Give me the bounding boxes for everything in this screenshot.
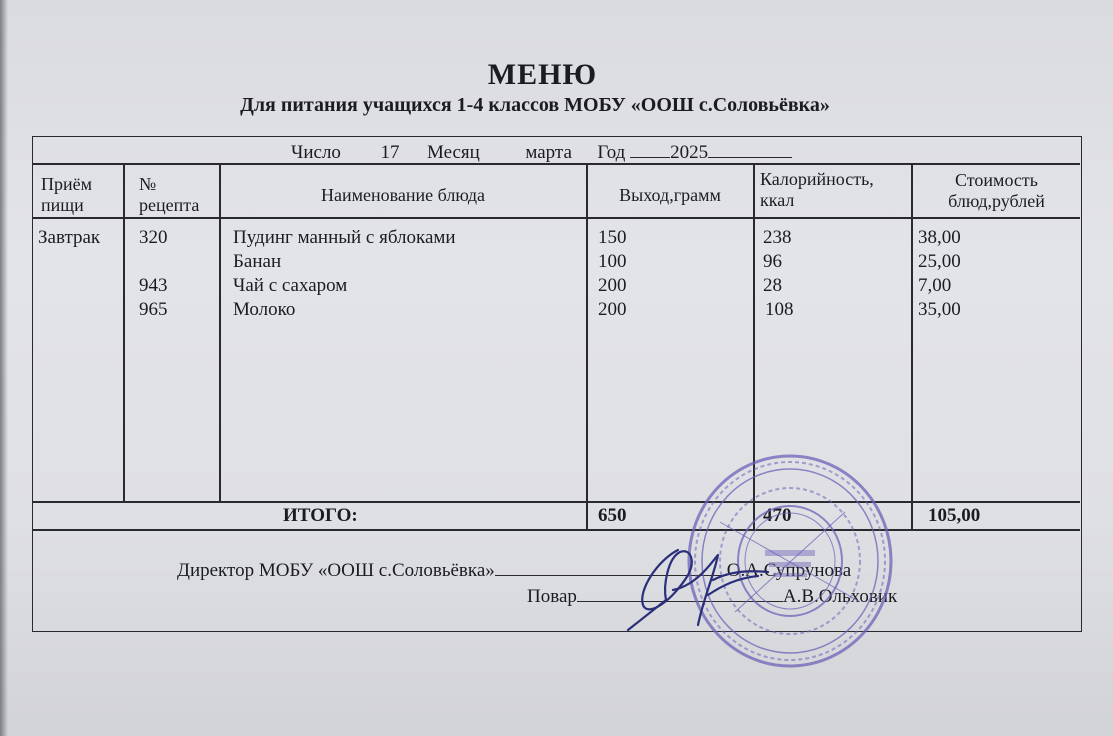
document-title: МЕНЮ — [487, 58, 598, 91]
header-calories-line2: ккал — [760, 190, 795, 210]
row-dish: Чай с сахаром — [233, 275, 348, 296]
body-divider — [33, 501, 1080, 503]
col-divider-calories — [911, 163, 913, 529]
row-calories: 238 — [763, 227, 792, 248]
year-blank-before — [630, 139, 670, 158]
row-yield: 200 — [598, 299, 627, 320]
year-blank-after — [708, 139, 792, 158]
header-recipe-line1: № — [139, 174, 157, 194]
row-dish: Молоко — [233, 299, 296, 320]
header-calories-line1: Калорийность, — [760, 169, 874, 189]
header-recipe-line2: рецепта — [139, 195, 200, 215]
col-divider-recipe — [219, 163, 221, 501]
row-cost: 25,00 — [918, 251, 961, 272]
row-recipe: 965 — [139, 299, 168, 320]
year-label: Год — [597, 142, 626, 163]
row-recipe: 943 — [139, 275, 168, 296]
header-recipe — [139, 174, 199, 216]
row-dish: Банан — [233, 251, 282, 272]
row-cost: 38,00 — [918, 227, 961, 248]
header-calories — [760, 169, 874, 211]
header-meal — [41, 174, 92, 216]
cook-label: Повар — [527, 586, 577, 607]
document-subtitle: Для питания учащихся 1-4 классов МОБУ «ООШ с.Соловьёвка» — [240, 94, 830, 116]
header-cost-line2: блюд,рублей — [948, 191, 1045, 211]
meal-name: Завтрак — [38, 227, 101, 248]
header-yield: Выход,грамм — [619, 185, 721, 205]
row-calories: 28 — [763, 275, 782, 296]
day-label: Число — [291, 142, 341, 163]
total-yield: 650 — [598, 505, 627, 526]
header-cost-line1: Стоимость — [955, 170, 1038, 190]
header-dish: Наименование блюда — [320, 185, 485, 205]
row-cost: 35,00 — [918, 299, 961, 320]
director-label: Директор МОБУ «ООШ с.Соловьёвка» — [177, 560, 495, 581]
row-yield: 100 — [598, 251, 627, 272]
col-divider-dish — [586, 163, 588, 529]
row-yield: 150 — [598, 227, 627, 248]
director-handwritten-signature — [618, 530, 778, 640]
col-divider-meal — [123, 163, 125, 501]
header-divider — [33, 217, 1080, 219]
month-label: Месяц — [426, 142, 480, 163]
total-cost: 105,00 — [928, 505, 981, 526]
row-yield: 200 — [598, 275, 627, 296]
total-divider — [33, 529, 1080, 531]
header-cost — [913, 170, 1080, 212]
day-value: 17 — [380, 142, 400, 163]
row-calories: 96 — [763, 251, 782, 272]
date-row — [291, 139, 792, 164]
cook-name: А.В.Ольховик — [782, 586, 898, 607]
director-name: О.А.Супрунова — [726, 560, 852, 581]
row-calories: 108 — [765, 299, 794, 320]
total-calories: 470 — [763, 505, 792, 526]
menu-table — [32, 136, 1082, 632]
row-recipe: 320 — [139, 227, 168, 248]
year-value: 2025 — [670, 142, 709, 163]
row-dish: Пудинг манный с яблоками — [233, 227, 456, 248]
month-value: марта — [525, 142, 572, 163]
row-cost: 7,00 — [918, 275, 952, 296]
header-meal-line2: пищи — [41, 195, 84, 215]
total-label: ИТОГО: — [283, 505, 358, 526]
header-meal-line1: Приём — [41, 174, 93, 194]
